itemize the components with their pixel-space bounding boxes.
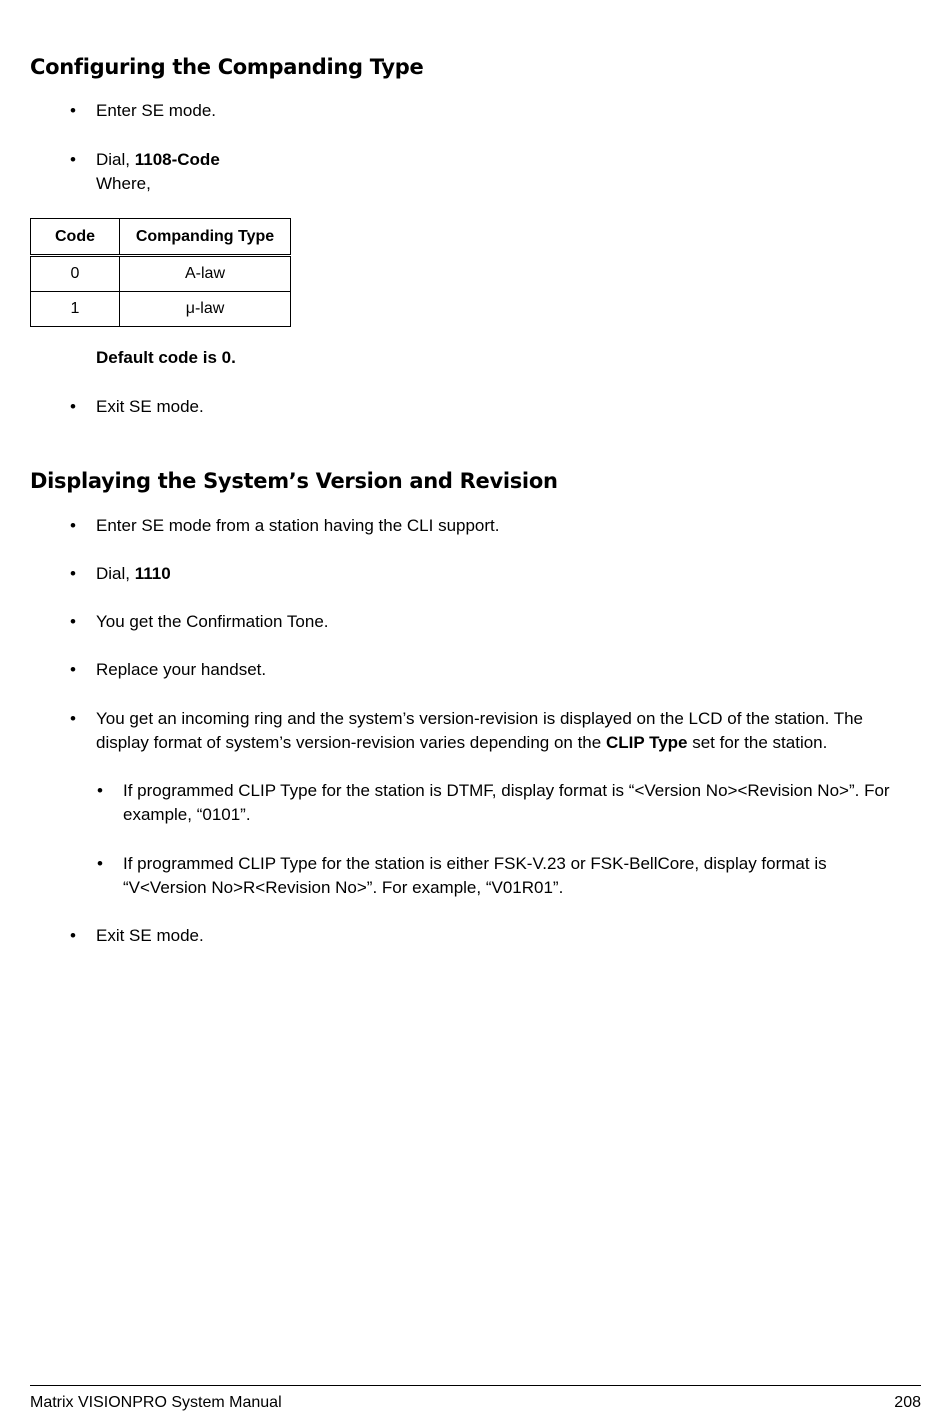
incoming-ring-line2: display format of system’s version-revision varies depending on the <box>96 733 606 752</box>
bullet: • <box>70 612 76 631</box>
table-row <box>31 292 291 327</box>
step-exit-se-mode-2: Exit SE mode. <box>96 926 204 945</box>
table-row <box>31 256 291 292</box>
header-companding-type: Companding Type <box>120 219 291 256</box>
section-heading-version-revision: Displaying the System’s Version and Revision <box>30 469 558 493</box>
sub-step-fsk <box>123 852 827 900</box>
dial-code: 1110 <box>134 564 171 583</box>
bullet: • <box>97 854 103 873</box>
fsk-line2: “V<Version No>R<Revision No>”. For example, “V01R01”. <box>123 878 564 897</box>
table-cell-code: 1 <box>31 292 120 327</box>
clip-type-term: CLIP Type <box>605 733 688 752</box>
footer-divider <box>30 1385 921 1386</box>
bullet: • <box>70 397 76 416</box>
sub-step-dtmf <box>123 779 890 827</box>
bullet: • <box>70 516 76 535</box>
step-dial-1110 <box>96 562 171 586</box>
table-header-row <box>31 219 291 256</box>
fsk-line1: If programmed CLIP Type for the station is either FSK-V.23 or FSK-BellCore, display format is <box>123 854 827 873</box>
header-code: Code <box>31 219 120 256</box>
step-exit-se-mode: Exit SE mode. <box>96 397 204 416</box>
incoming-ring-line2-end: set for the station. <box>687 733 828 752</box>
incoming-ring-line1: You get an incoming ring and the system’s version-revision is displayed on the LCD of the station. The <box>96 709 864 728</box>
table-cell-type: A-law <box>120 256 291 292</box>
bullet: • <box>97 781 103 800</box>
section-heading-companding: Configuring the Companding Type <box>30 55 424 79</box>
bullet: • <box>70 564 76 583</box>
bullet: • <box>70 709 76 728</box>
step-dial-code <box>96 148 220 196</box>
dial-code: 1108-Code <box>134 150 220 169</box>
bullet: • <box>70 660 76 679</box>
bullet: • <box>70 101 76 120</box>
dtmf-line2: example, “0101”. <box>123 805 251 824</box>
bullet: • <box>70 150 76 169</box>
step-confirmation-tone: You get the Confirmation Tone. <box>96 612 329 631</box>
step-enter-se-mode-cli: Enter SE mode from a station having the CLI support. <box>96 516 500 535</box>
footer-page-number: 208 <box>894 1394 921 1411</box>
step-incoming-ring <box>96 707 863 755</box>
step-replace-handset: Replace your handset. <box>96 660 267 679</box>
dial-prefix: Dial, <box>96 564 135 583</box>
dtmf-line1: If programmed CLIP Type for the station is DTMF, display format is “<Version No><Revision No>”. For <box>123 781 890 800</box>
default-code-note: Default code is 0. <box>96 348 236 367</box>
table-cell-type: μ-law <box>120 292 291 327</box>
table-cell-code: 0 <box>31 256 120 292</box>
footer-manual-title: Matrix VISIONPRO System Manual <box>30 1394 282 1411</box>
companding-table <box>30 218 291 327</box>
step-enter-se-mode: Enter SE mode. <box>96 101 217 120</box>
dial-prefix: Dial, <box>96 150 135 169</box>
where-label: Where, <box>96 174 151 193</box>
bullet: • <box>70 926 76 945</box>
